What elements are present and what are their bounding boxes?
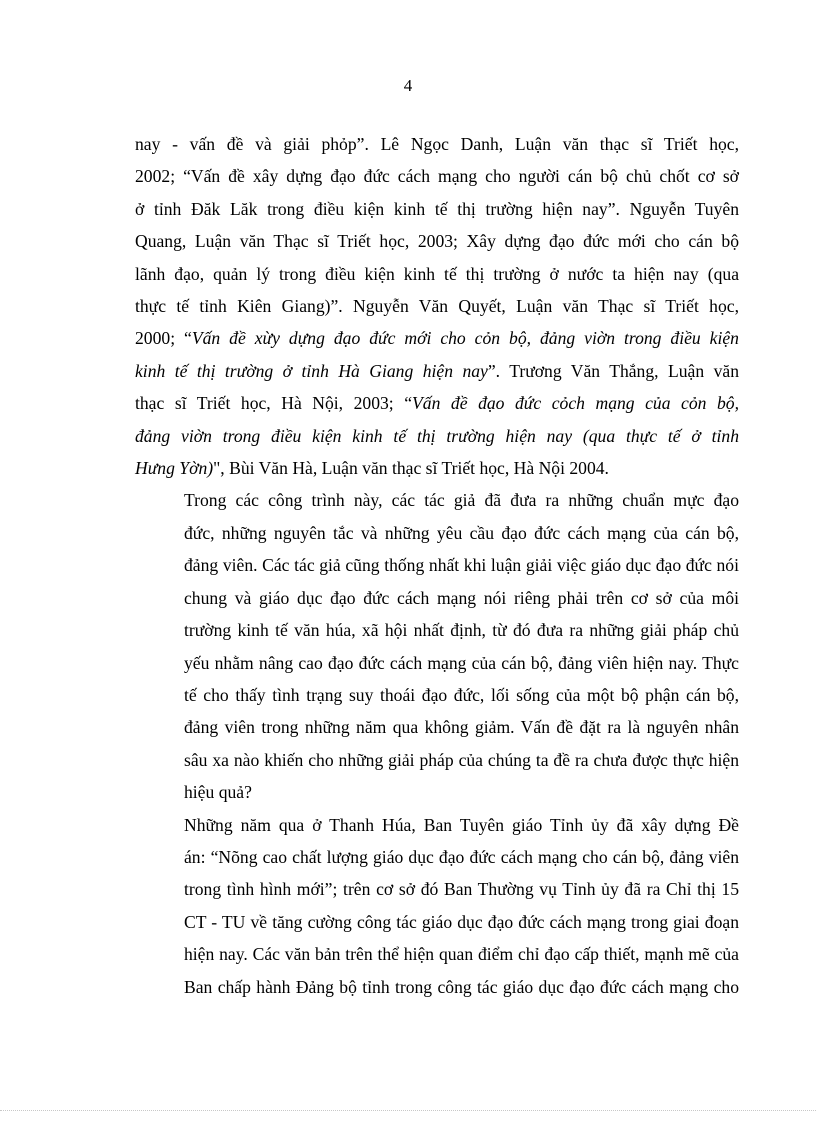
- text-line: [135, 355, 739, 387]
- page-bottom-rule: [0, 1110, 816, 1111]
- text-run: 2002; “Vấn đề xây dựng đạo đức cách mạng cho người cán bộ chủ chốt cơ sở: [135, 166, 739, 187]
- text-line: [135, 614, 739, 646]
- text-line: [135, 711, 739, 743]
- text-line: [135, 193, 739, 225]
- text-line: [135, 647, 739, 679]
- italic-text: đảng viờn trong điều kiện kinh tế thị trường hiện nay (qua thực tế ở tỉnh: [135, 425, 739, 446]
- text-line: [135, 322, 739, 354]
- text-line: [135, 938, 739, 970]
- text-line: [135, 582, 739, 614]
- text-line: [135, 160, 739, 192]
- paragraph-2: [135, 484, 739, 808]
- text-line: [135, 258, 739, 290]
- text-run: ”. Trương Văn Thắng, Luận văn: [487, 360, 740, 381]
- page-number: 4: [403, 76, 413, 95]
- text-run: CT - TU về tăng cường công tác giáo dục đạo đức cách mạng trong giai đoạn: [184, 911, 739, 932]
- text-line: [135, 776, 739, 808]
- text-run: Trong các công trình này, các tác giả đã đưa ra những chuẩn mực đạo: [184, 490, 739, 511]
- paragraph-3: [135, 809, 739, 1003]
- text-line: [135, 906, 739, 938]
- text-run: ở tỉnh Đăk Lăk trong điều kiện kinh tế thị trường hiện nay”. Nguyễn Tuyên: [135, 198, 739, 219]
- text-line: [135, 452, 739, 484]
- text-line: [135, 420, 739, 452]
- text-run: đảng viên trong những năm qua không giảm. Vấn đề đặt ra là nguyên nhân: [184, 717, 739, 738]
- text-line: [135, 128, 739, 160]
- text-line: [135, 744, 739, 776]
- text-run: lãnh đạo, quản lý trong điều kiện kinh tế thị trường ở nước ta hiện nay (qua: [135, 263, 739, 284]
- italic-text: Hưng Yờn): [135, 458, 214, 479]
- text-line: [135, 387, 739, 419]
- text-line: [135, 873, 739, 905]
- text-run: đức, những nguyên tắc và những yêu cầu đạo đức cách mạng của cán bộ,: [184, 522, 739, 543]
- text-line: [135, 290, 739, 322]
- text-run: trong tình hình mới”; trên cơ sở đó Ban Thường vụ Tỉnh ủy đã ra Chỉ thị 15: [184, 879, 739, 900]
- italic-text: kinh tế thị trường ở tỉnh Hà Giang hiện nay: [135, 360, 488, 381]
- text-line: [135, 841, 739, 873]
- text-run: 2000; “: [135, 328, 192, 349]
- text-run: ", Bùi Văn Hà, Luận văn thạc sĩ Triết học, Hà Nội 2004.: [213, 458, 609, 479]
- text-line: [135, 971, 739, 1003]
- text-run: trường kinh tế văn húa, xã hội nhất định, từ đó đưa ra những giải pháp chủ: [184, 620, 739, 641]
- text-run: thạc sĩ Triết học, Hà Nội, 2003; “: [135, 393, 413, 414]
- text-run: chung và giáo dục đạo đức cách mạng nói riêng phải trên cơ sở của môi: [184, 587, 739, 608]
- text-run: Ban chấp hành Đảng bộ tỉnh trong công tác giáo dục đạo đức cách mạng cho: [184, 976, 739, 997]
- paragraph-1: [135, 128, 739, 484]
- text-line: [135, 549, 739, 581]
- text-line: [135, 484, 739, 516]
- text-run: sâu xa nào khiến cho những giải pháp của chúng ta đề ra chưa được thực hiện: [184, 749, 739, 770]
- text-run: hiệu quả?: [184, 782, 252, 803]
- text-run: nay - vấn đề và giải phỏp”. Lê Ngọc Danh, Luận văn thạc sĩ Triết học,: [135, 134, 739, 154]
- body-text: [135, 128, 739, 1003]
- text-run: hiện nay. Các văn bản trên thể hiện quan điểm chỉ đạo cấp thiết, mạnh mẽ của: [184, 944, 739, 965]
- text-run: đảng viên. Các tác giả cũng thống nhất khi luận giải việc giáo dục đạo đức nói: [184, 555, 739, 576]
- text-line: [135, 679, 739, 711]
- text-line: [135, 225, 739, 257]
- italic-text: Vấn đề xừy dựng đạo đức mới cho cỏn bộ, đảng viờn trong điều kiện: [191, 328, 739, 349]
- text-run: tế cho thấy tình trạng suy thoái đạo đức, lối sống của một bộ phận cán bộ,: [184, 684, 739, 705]
- text-run: thực tế tỉnh Kiên Giang)”. Nguyễn Văn Quyết, Luận văn Thạc sĩ Triết học,: [135, 296, 739, 317]
- text-run: án: “Nõng cao chất lượng giáo dục đạo đức cách mạng cho cán bộ, đảng viên: [184, 846, 739, 867]
- text-run: Những năm qua ở Thanh Húa, Ban Tuyên giáo Tỉnh ủy đã xây dựng Đề: [184, 814, 739, 835]
- text-run: yếu nhằm nâng cao đạo đức cách mạng của cán bộ, đảng viên hiện nay. Thực: [184, 652, 739, 673]
- text-line: [135, 809, 739, 841]
- text-run: Quang, Luận văn Thạc sĩ Triết học, 2003; Xây dựng đạo đức mới cho cán bộ: [135, 231, 739, 252]
- italic-text: Vấn đề đạo đức cỏch mạng của cỏn bộ,: [412, 393, 739, 414]
- text-line: [135, 517, 739, 549]
